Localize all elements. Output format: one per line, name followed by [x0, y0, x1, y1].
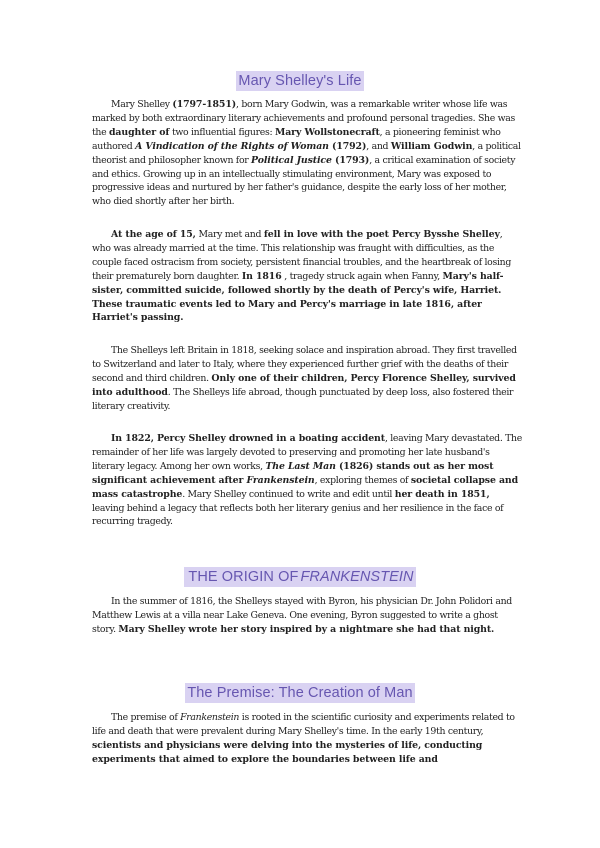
paragraph-early-life: Mary Shelley (1797-1851), born Mary Godwin, was a remarkable writer whose life was marked by both extraordinary literary achievements and profound personal tragedies. She was the daughter of two influential figures: Mary Wollstonecraft, a pioneering feminist who authored A Vindication of the Rights of Woman (1792), and William Godwin, a political theorist and philosopher known for Political Justice (1793), a critical examination of society and ethics. Growing up in an intellectually stimulating environment, Mary was exposed to progressive ideas and nurtured by her father's guidance, despite the early loss of her mother, who died shortly after her birth.	[92, 99, 521, 208]
heading-text: Mary Shelley's Life	[238, 73, 362, 89]
paragraph-later-life: In 1822, Percy Shelley drowned in a boating accident, leaving Mary devastated. The remainder of her life was largely devoted to preserving and promoting her late husband's literary legacy. Among her own works, The Last Man (1826) stands out as her most significant achievement after Frankenstein, exploring themes of societal collapse and mass catastrophe. Mary Shelley continued to write and edit until her death in 1851, leaving behind a legacy that reflects both her literary genius and her resilience in the face of recurring tragedy.	[92, 433, 522, 528]
heading-the-premise	[0, 682, 600, 703]
paragraph-percy-shelley: At the age of 15, Mary met and fell in love with the poet Percy Bysshe Shelley, who was already married at the time. This relationship was fraught with difficulties, as the couple faced ostracism from society, persistent financial troubles, and the heartbreak of losing their prematurely born daughter. In 1816 , tragedy struck again when Fanny, Mary's half-sister, committed suicide, followed shortly by the death of Percy's wife, Harriet. These traumatic events led to Mary and Percy's marriage in late 1816, after Harriet's passing.	[92, 229, 511, 324]
paragraph-life-abroad: The Shelleys left Britain in 1818, seeking solace and inspiration abroad. They first travelled to Switzerland and later to Italy, where they experienced further grief with the deaths of their second and third children. Only one of their children, Percy Florence Shelley, survived into adulthood. The Shelleys life abroad, though punctuated by deep loss, also fostered their literary creativity.	[92, 345, 517, 412]
paragraph-premise: The premise of Frankenstein is rooted in the scientific curiosity and experiments related to life and death that were prevalent during Mary Shelley's time. In the early 19th century, scientists and physicians were delving into the mysteries of life, conducting experiments that aimed to explore the boundaries between life and	[92, 712, 515, 765]
heading-mary-shelleys-life	[0, 70, 600, 91]
heading-text: The Premise: The Creation of Man	[187, 685, 413, 701]
paragraph-origin: In the summer of 1816, the Shelleys stayed with Byron, his physician Dr. John Polidori and Matthew Lewis at a villa near Lake Geneva. One evening, Byron suggested to write a ghost story. Mary Shelley wrote her story inspired by a nightmare she had that night.	[92, 596, 512, 635]
heading-origin-of-frankenstein	[0, 566, 600, 587]
heading-text: THE ORIGIN OFFRANKENSTEIN	[184, 567, 415, 587]
